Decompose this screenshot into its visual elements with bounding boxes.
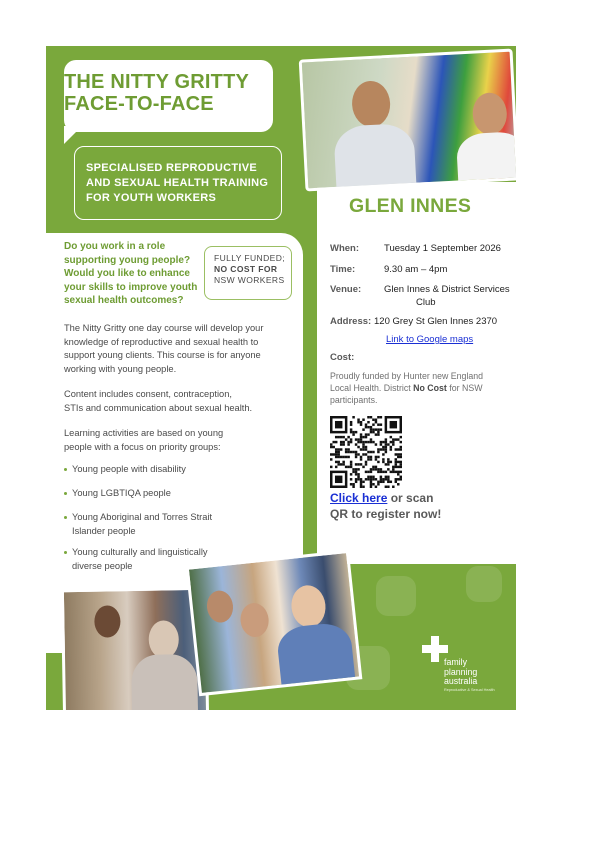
- intro-question-line: supporting young people?: [64, 254, 191, 266]
- course-description-line: working with young people.: [64, 363, 177, 374]
- badge-line-1: FULLY FUNDED;: [214, 253, 286, 263]
- bullet-dot: [64, 551, 67, 554]
- logo-line-2: planning: [444, 666, 478, 677]
- course-description-line: The Nitty Gritty one day course will develop your: [64, 323, 264, 333]
- funding-line-2-text: Local Health. District: [330, 383, 414, 394]
- course-description-line: knowledge of reproductive and sexual health to: [64, 336, 259, 347]
- photo-person-head: [239, 602, 270, 639]
- cost-label: Cost:: [330, 352, 355, 363]
- photo-young-people-pride-flag: [299, 48, 516, 191]
- venue-value-line-1: Glen Innes & District Services: [384, 284, 510, 295]
- priority-group-label: Islander people: [72, 525, 136, 536]
- course-description-line: support young clients. This course is for anyone: [64, 350, 261, 361]
- register-cta-line-2: QR to register now!: [330, 507, 442, 521]
- subtitle-line-2: AND SEXUAL HEALTH TRAINING: [86, 177, 269, 189]
- time-label: Time:: [330, 264, 356, 275]
- photo-friends-selfie: [186, 550, 363, 696]
- priority-group-item-continued: [64, 560, 132, 574]
- when-value: Tuesday 1 September 2026: [384, 243, 501, 254]
- intro-question-line: Do you work in a role: [64, 241, 166, 252]
- bullet-dot: [64, 516, 67, 519]
- bullet-dot: [64, 468, 67, 471]
- title-line-2: FACE-TO-FACE: [64, 93, 214, 115]
- priority-group-label: Young LGBTIQA people: [72, 488, 171, 498]
- priority-group-item: [64, 463, 186, 477]
- click-here-link[interactable]: Click here: [330, 491, 388, 505]
- badge-line-3: NSW WORKERS: [214, 275, 285, 285]
- google-maps-link[interactable]: Link to Google maps: [386, 334, 474, 345]
- venue-value-line-2: Club: [416, 297, 436, 308]
- title-line-1: THE NITTY GRITTY: [64, 71, 250, 93]
- decorative-shape: [466, 566, 502, 602]
- title-bubble-tail: [64, 126, 82, 144]
- photo-person-head: [351, 80, 391, 128]
- priority-group-item: [64, 546, 208, 560]
- or-scan-text: or scan: [387, 491, 434, 505]
- location-heading: GLEN INNES: [349, 195, 472, 217]
- priority-group-label: Young Aboriginal and Torres Strait: [72, 512, 213, 522]
- content-description-line: Content includes consent, contraception,: [64, 389, 232, 399]
- logo-line-3: australia: [444, 676, 478, 686]
- logo-tagline: Reproductive & Sexual Health: [444, 688, 495, 692]
- bullet-dot: [64, 492, 67, 495]
- photo-person-body: [276, 621, 356, 688]
- photo-person-body: [131, 654, 198, 710]
- venue-label: Venue:: [330, 284, 362, 295]
- photo-students-group: [61, 587, 209, 710]
- photo-person-head: [205, 589, 234, 624]
- no-cost-emphasis: No Cost: [413, 383, 447, 394]
- registration-qr-code[interactable]: [330, 416, 402, 488]
- intro-question-line: sexual health outcomes?: [64, 295, 184, 307]
- badge-line-2: NO COST FOR: [214, 264, 278, 274]
- intro-question-line: your skills to improve youth: [64, 281, 198, 293]
- photo-person-head: [148, 620, 179, 659]
- decorative-shape: [376, 576, 416, 616]
- when-label: When:: [330, 243, 360, 254]
- learning-activities-line: Learning activities are based on young: [64, 428, 224, 438]
- learning-activities-line: people with a focus on priority groups:: [64, 441, 221, 452]
- logo-line-1: family: [444, 657, 467, 667]
- photo-person-head: [289, 584, 327, 629]
- priority-group-label: diverse people: [72, 560, 133, 571]
- priority-group-label: Young people with disability: [72, 464, 186, 474]
- funding-line-3: participants.: [330, 395, 378, 406]
- priority-group-label: Young culturally and linguistically: [72, 547, 208, 557]
- time-value: 9.30 am – 4pm: [384, 264, 448, 275]
- address-value: 120 Grey St Glen Innes 2370: [374, 316, 498, 327]
- address-label: Address:: [330, 316, 372, 327]
- register-cta-line-1: [330, 491, 433, 505]
- funding-line-2: [330, 382, 483, 394]
- subtitle-line-1: SPECIALISED REPRODUCTIVE: [86, 162, 258, 174]
- photo-person-head: [472, 92, 508, 136]
- content-description-line: STIs and communication about sexual health.: [64, 402, 253, 413]
- flyer: [46, 46, 516, 710]
- funding-line-2-suffix: for NSW: [446, 383, 483, 394]
- intro-question-line: Would you like to enhance: [64, 268, 190, 280]
- funding-line-1: Proudly funded by Hunter new England: [330, 371, 484, 381]
- priority-group-item: [64, 511, 212, 525]
- photo-person-head: [94, 605, 121, 637]
- photo-person-body: [333, 123, 417, 192]
- priority-group-item: [64, 487, 171, 501]
- priority-group-item-continued: [64, 525, 136, 539]
- subtitle-line-3: FOR YOUTH WORKERS: [86, 192, 217, 204]
